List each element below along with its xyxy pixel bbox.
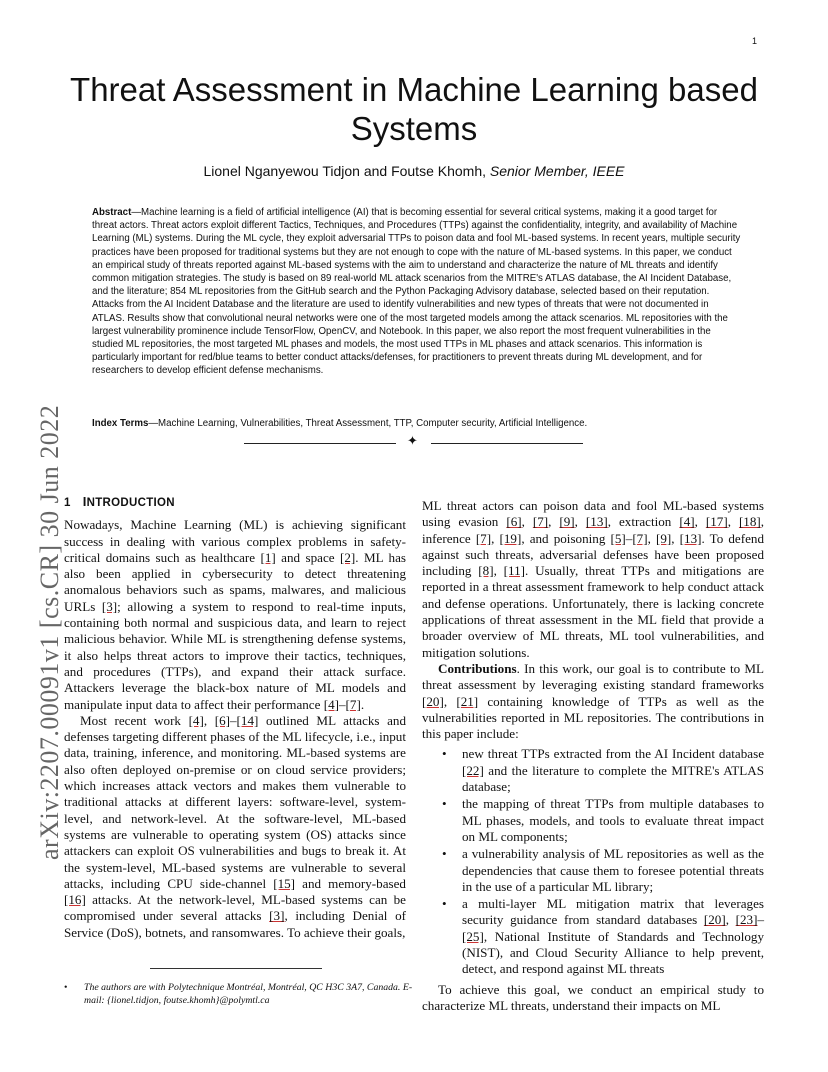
section-title-initial: I	[82, 494, 87, 509]
text: ,	[671, 530, 680, 546]
text: attacks. At the network-level, ML-based systems can be compromised under several attacks	[64, 892, 406, 924]
citation-link[interactable]: [17]	[705, 514, 728, 530]
citation-link[interactable]: [21]	[456, 693, 479, 709]
citation-link[interactable]: [5]	[610, 530, 626, 546]
text: new threat TTPs extracted from the AI Incident database	[462, 746, 764, 762]
text: outlined ML attacks and defenses targeting different phases of the ML lifecycle, i.e., input data, training, inference, and monitoring. ML-based systems are also often deployed on-premise or on cloud service providers; which increases attack vectors and makes them vulnerable to traditional attacks at different layers: software-level, system-level, and network-level. At the software-level, ML-based systems are vulnerable to operating system (OS) attacks since attackers can exploit OS vulnerabilities and bugs to break it. At the system-level, ML-based systems are vulnerable to several attacks, including CPU side-channel	[64, 712, 407, 891]
text: containing knowledge of TTPs as well as the vulnerabilities reported in ML repositories. The contributions in this paper include:	[422, 693, 765, 742]
citation-link[interactable]: [7]	[632, 530, 648, 546]
citation-link[interactable]: [3]	[269, 908, 285, 924]
citation-link[interactable]: [22]	[462, 762, 484, 778]
text: . Usually, threat TTPs and mitigations are reported in a threat assessment framework to help conduct attack and defense operations. Unfortunately, there is lacking concrete applications of threat assessment in the ML field that provide a broader overview of ML threats, ML tool vulnerabilities, and mitigation solutions.	[422, 563, 765, 660]
intro-paragraph-2	[64, 713, 406, 941]
text: , inference	[422, 514, 765, 546]
intro-paragraph-3	[422, 498, 764, 661]
citation-link[interactable]: [2]	[340, 549, 356, 565]
text: , extraction	[607, 514, 680, 530]
citation-link[interactable]: [11]	[503, 563, 525, 579]
arxiv-stamp: arXiv:2207.00091v1 [cs.CR] 30 Jun 2022	[35, 404, 64, 860]
divider-star-icon: ✦	[407, 434, 418, 449]
text: .	[360, 696, 365, 712]
citation-link[interactable]: [9]	[655, 530, 672, 546]
citation-link[interactable]: [4]	[679, 514, 695, 530]
abstract	[92, 206, 742, 378]
index-terms-text: —Machine Learning, Vulnerabilities, Threat Assessment, TTP, Computer security, Artificial Intelligence.	[148, 418, 588, 429]
citation-link[interactable]: [1]	[260, 549, 276, 565]
text: . ML has also been applied in cybersecurity to detect threatening anomalous behaviors such as spams, malwares, and malicious URLs	[64, 549, 406, 614]
text: Nowadays, Machine Learning (ML) is achieving significant success in dealing with various complex problems in safety-critical domains such as healthcare	[64, 517, 406, 565]
citation-link[interactable]: [6]	[214, 712, 230, 728]
section-heading-introduction	[64, 494, 406, 511]
footnote	[64, 981, 414, 1007]
citation-link[interactable]: [7]	[532, 514, 549, 530]
text: ,	[694, 514, 706, 530]
text: , including Denial of Service (DoS), botnets, and ransomwares. To achieve their goals,	[64, 908, 406, 940]
section-title-rest: NTRODUCTION	[86, 497, 175, 509]
citation-link[interactable]: [20]	[703, 912, 726, 928]
divider-line-right	[431, 443, 583, 444]
footnote-bullet: •	[64, 982, 68, 993]
contributions-list	[422, 746, 764, 977]
text: ,	[725, 912, 736, 928]
citation-link[interactable]: [18]	[738, 514, 761, 530]
text: –	[757, 912, 765, 928]
text: a multi-layer ML mitigation matrix that leverages security guidance from standard databases	[462, 896, 764, 928]
citation-link[interactable]: [7]	[345, 696, 361, 712]
text: ,	[443, 693, 457, 709]
text: . To defend against such threats, adversarial defenses have been proposed including	[422, 530, 764, 579]
list-item	[462, 796, 764, 845]
citation-link[interactable]: [6]	[506, 514, 522, 530]
text: ,	[574, 514, 586, 530]
text: ML threat actors can poison data and fool ML-based systems using evasion	[422, 498, 764, 530]
citation-link[interactable]: [8]	[478, 563, 494, 579]
text: –	[625, 530, 633, 546]
text: ; allowing a system to respond to real-time inputs, containing both normal and suspicious data, and learn to reject malicious behavior. While ML is strengthening defense systems, it also helps threat actors to improve their tactics, techniques, and procedures (TTPs), and expand their attack surface. Attackers leverage the black-box nature of ML models and manipulate input data to affect their performance	[64, 598, 406, 712]
citation-link[interactable]: [4]	[188, 712, 204, 728]
list-item	[462, 846, 764, 895]
contributions-label: Contributions	[438, 660, 517, 676]
text: ,	[491, 530, 500, 546]
page-number: 1	[752, 36, 758, 46]
text: –	[229, 712, 237, 728]
text: and the literature to complete the MITRE's ATLAS database;	[462, 762, 764, 795]
abstract-label: Abstract	[92, 207, 132, 218]
text: ,	[647, 530, 656, 546]
text: Most recent work	[80, 712, 189, 728]
text: –	[338, 696, 346, 712]
list-item	[462, 746, 764, 795]
citation-link[interactable]: [16]	[64, 892, 86, 908]
citation-link[interactable]: [23]	[735, 912, 758, 928]
citation-link[interactable]: [4]	[323, 696, 339, 712]
citation-link[interactable]: [3]	[101, 598, 118, 614]
text: . In this work, our goal is to contribute to ML threat assessment by leveraging existing standard frameworks	[422, 660, 764, 693]
citation-link[interactable]: [13]	[585, 514, 608, 530]
text: and space	[275, 549, 340, 565]
author-names: Lionel Nganyewou Tidjon and Foutse Khomh,	[203, 163, 486, 179]
text: ,	[203, 712, 215, 728]
intro-paragraph-1	[64, 517, 406, 713]
text: ,	[548, 514, 560, 530]
contributions-paragraph	[422, 661, 764, 742]
list-item	[462, 896, 764, 977]
section-divider	[244, 436, 584, 452]
citation-link[interactable]: [25]	[462, 928, 484, 944]
citation-link[interactable]: [7]	[475, 530, 492, 546]
citation-link[interactable]: [15]	[273, 875, 296, 891]
text: ,	[727, 514, 739, 530]
paper-title: Threat Assessment in Machine Learning based Systems	[70, 71, 758, 147]
footnote-rule	[150, 968, 322, 969]
citation-link[interactable]: [13]	[679, 530, 702, 546]
citation-link[interactable]: [20]	[422, 693, 444, 709]
left-column	[64, 494, 406, 941]
intro-paragraph-5	[422, 982, 764, 1015]
abstract-text: —Machine learning is a field of artificial intelligence (AI) that is becoming essential for several critical systems, making it a good target for threat actors. Threat actors exploit different Tactics, Techniques, and Procedures (TTPs) against the confidentiality, integrity, and availability of Machine Learning (ML) systems. During the ML cycle, they exploit adversarial TTPs to poison data and fool ML-based systems. In recent years, multiple security practices have been proposed for traditional systems but they are not enough to cope with the nature of ML-based systems. In this paper, we conduct an empirical study of threats reported against ML-based systems with the aim to understand and characterize the nature of ML threats and identify common mitigation strategies. The study is based on 89 real-world ML attack scenarios from the MITRE's ATLAS database, the AI Incident Database, and the literature; 854 ML repositories from the GitHub search and the Python Packaging Advisory database, selected based on their reputation. Attacks from the AI Incident Database and the literature are used to identify vulnerabilities and new types of threats that were not documented in ATLAS. Results show that convolutional neural networks were one of the most targeted models among the attack scenarios. ML repositories with the largest vulnerability prominence include TensorFlow, OpenCV, and Notebook. In this paper, we also report the most frequent vulnerabilities in the studied ML repositories, the most targeted ML phases and models, the most used TTPs in ML phases and attack scenarios. This information is particularly important for red/blue teams to better conduct attacks/defenses, for practitioners to prevent threats during ML development, and for researchers to develop efficient defense mechanisms.	[92, 207, 741, 377]
text: a vulnerability analysis of ML repositories as well as the dependencies that cause them to foresee potential threats in the use of a particular ML library;	[462, 846, 764, 894]
text: To achieve this goal, we conduct an empirical study to characterize ML threats, understand their impacts on ML	[422, 981, 764, 1013]
text: ,	[493, 563, 504, 579]
author-line	[64, 163, 764, 179]
text: , and poisoning	[521, 530, 611, 546]
index-terms-label: Index Terms	[92, 418, 149, 429]
index-terms	[92, 417, 742, 430]
text: and memory-based	[295, 875, 406, 891]
text: ,	[521, 514, 533, 530]
citation-link[interactable]: [9]	[559, 514, 575, 530]
section-number: 1	[64, 497, 71, 509]
text: , National Institute of Standards and Technology (NIST), and Cloud Security Alliance to help prevent, detect, and respond against ML threats	[462, 928, 764, 977]
footnote-text: The authors are with Polytechnique Montréal, Montréal, QC H3C 3A7, Canada. E-mail: {lionel.tidjon, foutse.khomh}@polymtl.ca	[84, 982, 413, 1006]
citation-link[interactable]: [14]	[236, 712, 259, 728]
citation-link[interactable]: [19]	[499, 530, 522, 546]
text: the mapping of threat TTPs from multiple databases to ML phases, models, and tools to evaluate threat impact on ML components;	[462, 796, 764, 844]
divider-line-left	[244, 443, 396, 444]
author-affiliation: Senior Member, IEEE	[489, 163, 625, 179]
right-column	[422, 498, 764, 1014]
